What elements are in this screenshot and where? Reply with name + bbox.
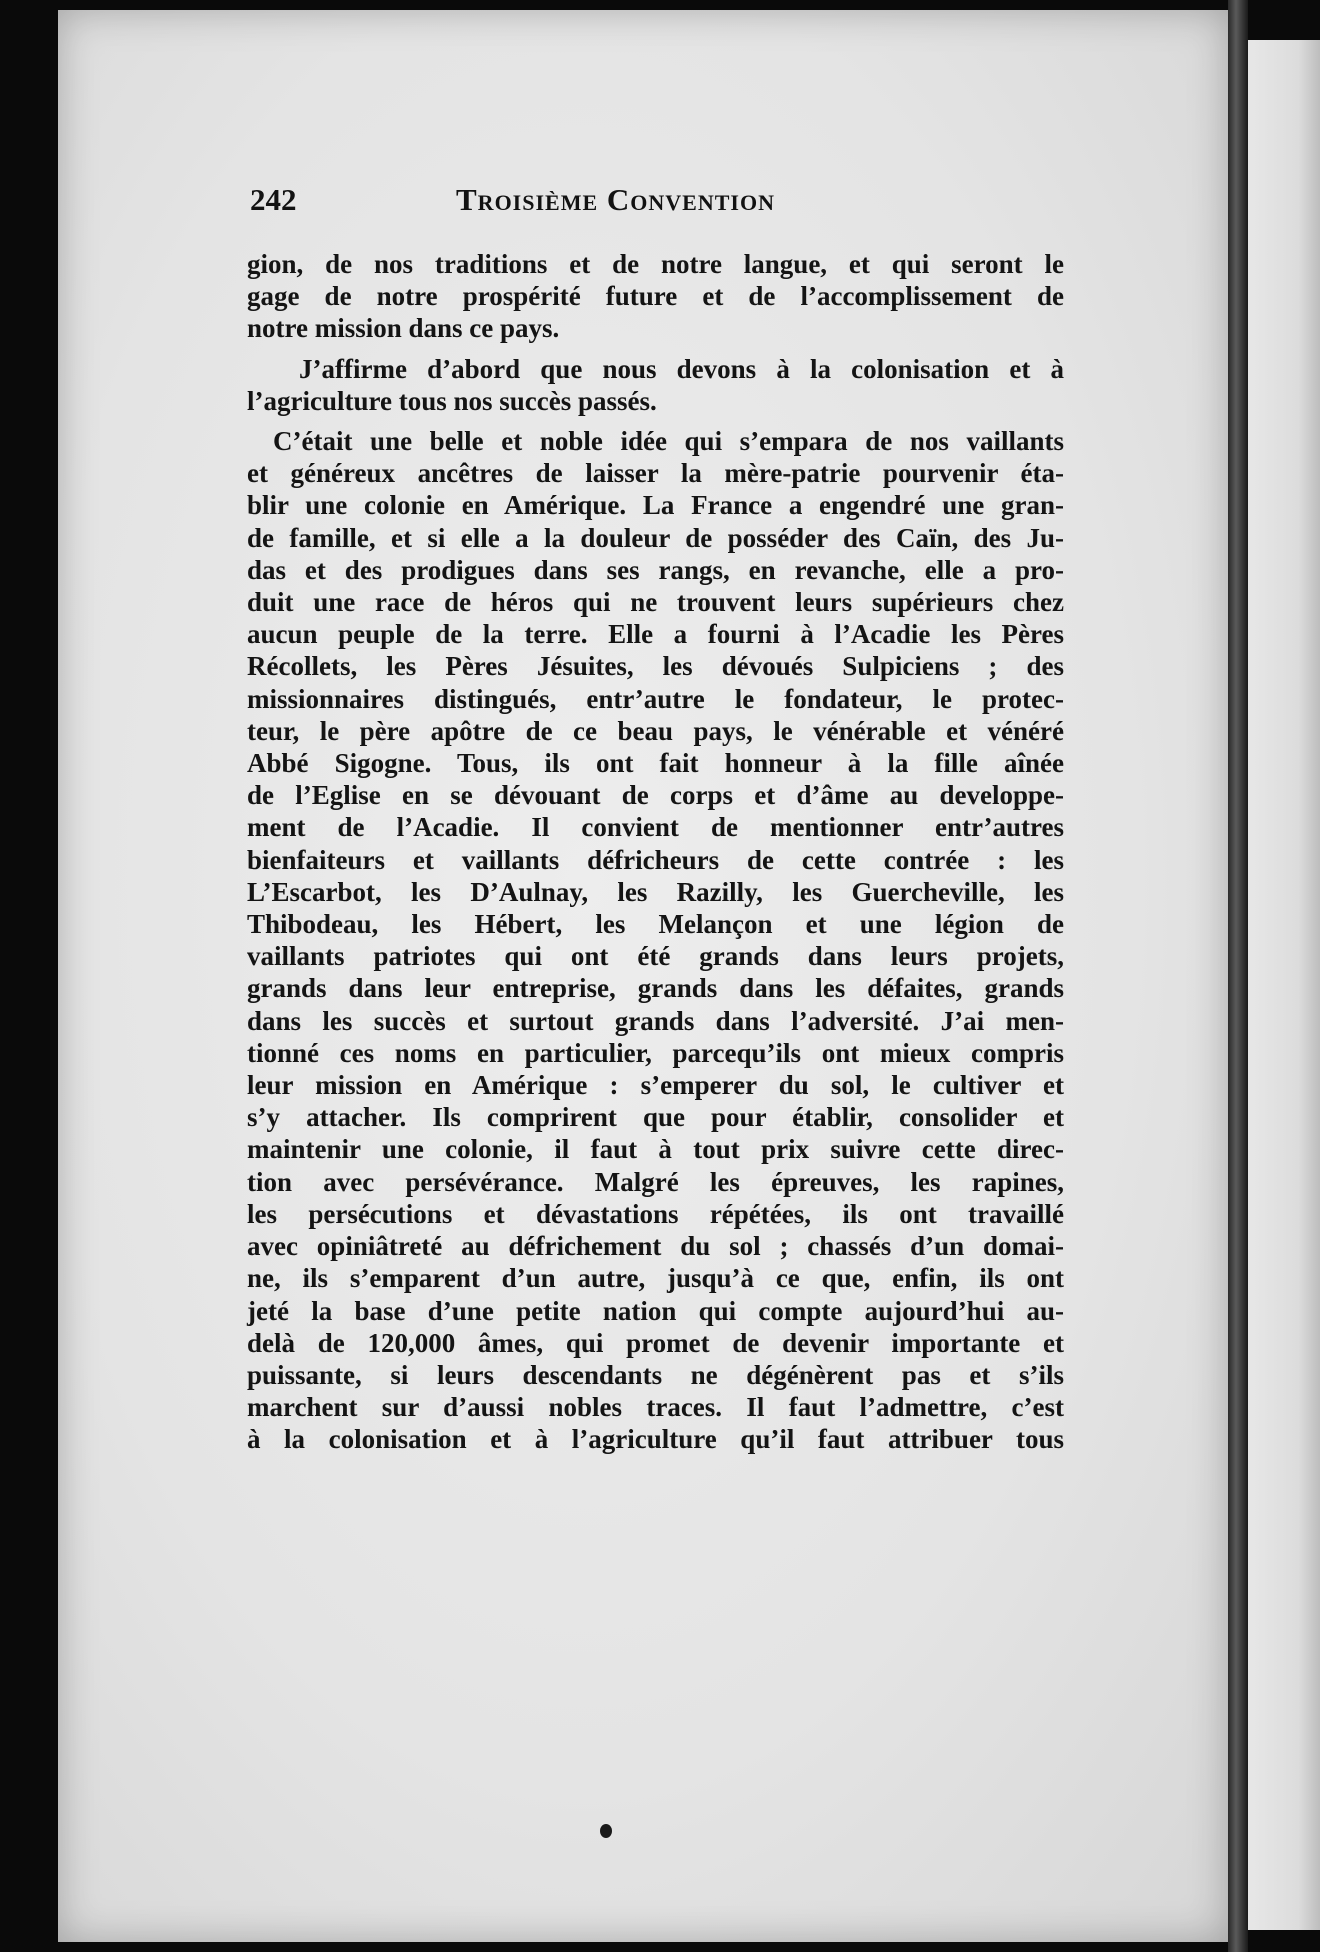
- text-line: puissante, si leurs descendants ne dégénèrent pas et s’ils: [247, 1359, 1064, 1390]
- text-line: Abbé Sigogne. Tous, ils ont fait honneur à la fille aînée: [247, 748, 1064, 779]
- text-line: et généreux ancêtres de laisser la mère-patrie pourvenir éta-: [247, 458, 1064, 489]
- text-line: de famille, et si elle a la douleur de posséder des Caïn, des Ju-: [247, 522, 1064, 553]
- paragraph: [247, 353, 1064, 417]
- body-text: [247, 248, 1064, 1456]
- text-line: marchent sur d’aussi nobles traces. Il faut l’admettre, c’est: [247, 1392, 1064, 1423]
- text-line: Récollets, les Pères Jésuites, les dévoués Sulpiciens ; des: [247, 651, 1064, 682]
- text-line: l’agriculture tous nos succès passés.: [247, 385, 657, 416]
- text-line: s’y attacher. Ils comprirent que pour établir, consolider et: [247, 1102, 1064, 1133]
- text-line: J’affirme d’abord que nous devons à la colonisation et à: [299, 353, 1064, 384]
- text-line: duit une race de héros qui ne trouvent leurs supérieurs chez: [247, 587, 1064, 618]
- text-line: leur mission en Amérique : s’emperer du sol, le cultiver et: [247, 1070, 1064, 1101]
- book-gutter: [1228, 0, 1248, 1952]
- text-line: delà de 120,000 âmes, qui promet de devenir importante et: [247, 1327, 1064, 1358]
- paragraph: [247, 425, 1064, 1456]
- text-line: ment de l’Acadie. Il convient de mentionner entr’autres: [247, 812, 1064, 843]
- text-line: jeté la base d’une petite nation qui compte aujourd’hui au-: [247, 1295, 1064, 1326]
- text-line: ne, ils s’emparent d’un autre, jusqu’à ce que, enfin, ils ont: [247, 1263, 1064, 1294]
- paragraph: [247, 248, 1064, 345]
- text-line: Thibodeau, les Hébert, les Melançon et une légion de: [247, 909, 1064, 940]
- text-line: notre mission dans ce pays.: [247, 313, 560, 344]
- text-line: gion, de nos traditions et de notre langue, et qui seront le: [247, 249, 1064, 279]
- text-line: de l’Eglise en se dévouant de corps et d’âme au developpe-: [247, 780, 1064, 811]
- text-line: bienfaiteurs et vaillants défricheurs de cette contrée : les: [247, 844, 1064, 875]
- running-head: [250, 182, 1070, 226]
- text-line: tionné ces noms en particulier, parcequ’ils ont mieux compris: [247, 1037, 1064, 1068]
- text-line: grands dans leur entreprise, grands dans les défaites, grands: [247, 973, 1064, 1004]
- text-line: avec opiniâtreté au défrichement du sol ; chassés d’un domai-: [247, 1231, 1064, 1262]
- text-line: aucun peuple de la terre. Elle a fourni à l’Acadie les Pères: [247, 619, 1064, 650]
- ink-mark: [600, 1824, 612, 1838]
- text-line: blir une colonie en Amérique. La France a engendré une gran-: [247, 490, 1064, 521]
- text-line: gage de notre prospérité future et de l’accomplissement de: [247, 281, 1064, 312]
- text-line: das et des prodigues dans ses rangs, en revanche, elle a pro-: [247, 554, 1064, 585]
- text-line: à la colonisation et à l’agriculture qu’il faut attribuer tous: [247, 1424, 1064, 1455]
- running-title: Troisième Convention: [456, 182, 775, 217]
- facing-page-edge: [1248, 40, 1320, 1930]
- text-line: teur, le père apôtre de ce beau pays, le vénérable et vénéré: [247, 715, 1064, 746]
- text-line: vaillants patriotes qui ont été grands dans leurs projets,: [247, 941, 1064, 972]
- page-number: 242: [250, 182, 297, 217]
- text-line: L’Escarbot, les D’Aulnay, les Razilly, les Guercheville, les: [247, 876, 1064, 907]
- text-line: missionnaires distingués, entr’autre le fondateur, le protec-: [247, 683, 1064, 714]
- text-line: dans les succès et surtout grands dans l’adversité. J’ai men-: [247, 1005, 1064, 1036]
- text-line: tion avec persévérance. Malgré les épreuves, les rapines,: [247, 1166, 1064, 1197]
- text-line: C’était une belle et noble idée qui s’empara de nos vaillants: [273, 426, 1064, 457]
- text-line: les persécutions et dévastations répétées, ils ont travaillé: [247, 1198, 1064, 1229]
- text-line: maintenir une colonie, il faut à tout prix suivre cette direc-: [247, 1134, 1064, 1165]
